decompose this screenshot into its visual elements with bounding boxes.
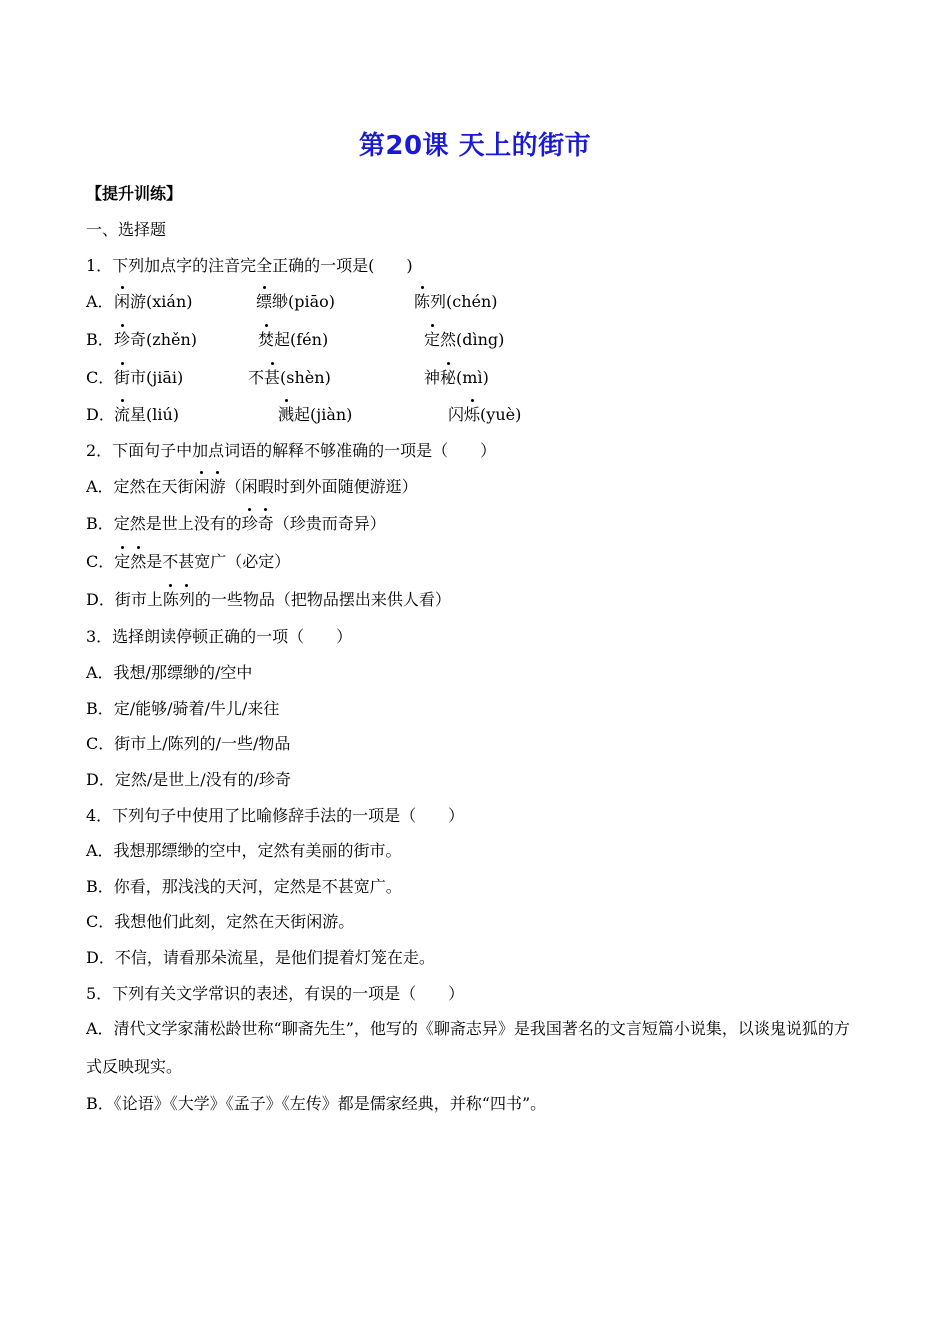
dotted-char: 然 [130,552,147,571]
section-heading: 【提升训练】 [86,184,183,203]
q1-option-c-item-3: 神秘(mì) [424,368,489,387]
dotted-char: 奇 [257,514,274,533]
dotted-word [194,477,226,496]
q3-option-a: A．我想/那缥缈的/空中 [86,663,253,682]
dotted-char: 烁 [464,405,481,424]
dotted-char: 焚 [258,330,275,349]
q2-option-c: C．定然是不甚宽广（必定） [86,552,291,571]
dotted-char: 缥 [256,292,273,311]
q2-option-d: D．街市上陈列的一些物品（把物品摆出来供人看） [86,590,451,609]
dotted-char: 游 [209,477,226,496]
dotted-char: 定 [114,552,131,571]
dotted-char: 闲 [114,292,131,311]
q5-option-b: B．《论语》《大学》《孟子》《左传》都是儒家经典，并称“四书”。 [86,1094,547,1113]
q1-option-b-label: B． [86,330,114,349]
q1-option-a-label: A． [86,292,114,311]
dotted-char: 列 [178,590,195,609]
dotted-char: 秘 [440,368,457,387]
q1-option-c-item-1: 街市(jiāi) [114,368,184,387]
dotted-char: 珍 [114,330,131,349]
question-3-stem: 3．选择朗读停顿正确的一项（ ） [86,627,353,646]
q1-option-c-label: C． [86,368,115,387]
q4-option-c: C．我想他们此刻，定然在天街闲游。 [86,912,355,931]
dotted-char: 定 [424,330,441,349]
dotted-char: 流 [114,405,131,424]
q5-option-a: A．清代文学家蒲松龄世称“聊斋先生”，他写的《聊斋志异》是我国著名的文言短篇小说集，以谈鬼说狐的方式反映现实。 [86,1019,850,1076]
q1-option-c-item-2: 不甚(shèn) [248,368,331,387]
q1-option-b-item-2: 焚起(fén) [258,330,329,349]
q4-option-d: D．不信，请看那朵流星，是他们提着灯笼在走。 [86,948,435,967]
dotted-char: 珍 [241,514,258,533]
question-4-stem: 4．下列句子中使用了比喻修辞手法的一项是（ ） [86,806,465,825]
question-2-stem: 2．下面句子中加点词语的解释不够准确的一项是（ ） [86,441,497,460]
q4-option-a: A．我想那缥缈的空中，定然有美丽的街市。 [86,841,402,860]
dotted-word [242,514,274,533]
q1-option-a-item-2: 缥缈(piāo) [256,292,336,311]
question-5-stem: 5．下列有关文学常识的表述，有误的一项是（ ） [86,984,465,1003]
q1-option-d-label: D． [86,405,115,424]
q1-option-d-item-1: 流星(liú) [114,405,180,424]
q2-option-a: A．定然在天街闲游（闲暇时到外面随便游逛） [86,477,418,496]
q3-option-d: D．定然/是世上/没有的/珍奇 [86,770,292,789]
q1-option-d-item-2: 溅起(jiàn) [278,405,353,424]
dotted-word [163,590,195,609]
dotted-word [114,552,146,571]
dotted-char: 陈 [414,292,431,311]
q2-option-b: B．定然是世上没有的珍奇（珍贵而奇异） [86,514,386,533]
dotted-char: 甚 [264,368,281,387]
lesson-title: 第20课 天上的街市 [358,131,592,161]
q1-option-b-item-3: 定然(dìng) [424,330,505,349]
q4-option-b: B．你看，那浅浅的天河，定然是不甚宽广。 [86,877,402,896]
q1-option-b-item-1: 珍奇(zhěn) [114,330,198,349]
q3-option-b: B．定/能够/骑着/牛儿/来往 [86,699,280,718]
part-heading: 一、选择题 [86,220,167,239]
q1-option-d-item-3: 闪烁(yuè) [448,405,522,424]
q1-option-a-item-1: 闲游(xián) [114,292,193,311]
dotted-char: 陈 [162,590,179,609]
dotted-char: 街 [114,368,131,387]
question-1-stem: 1．下列加点字的注音完全正确的一项是( ) [86,256,413,275]
dotted-char: 溅 [278,405,295,424]
dotted-char: 闲 [193,477,210,496]
q3-option-c: C．街市上/陈列的/一些/物品 [86,734,291,753]
q1-option-a-item-3: 陈列(chén) [414,292,498,311]
